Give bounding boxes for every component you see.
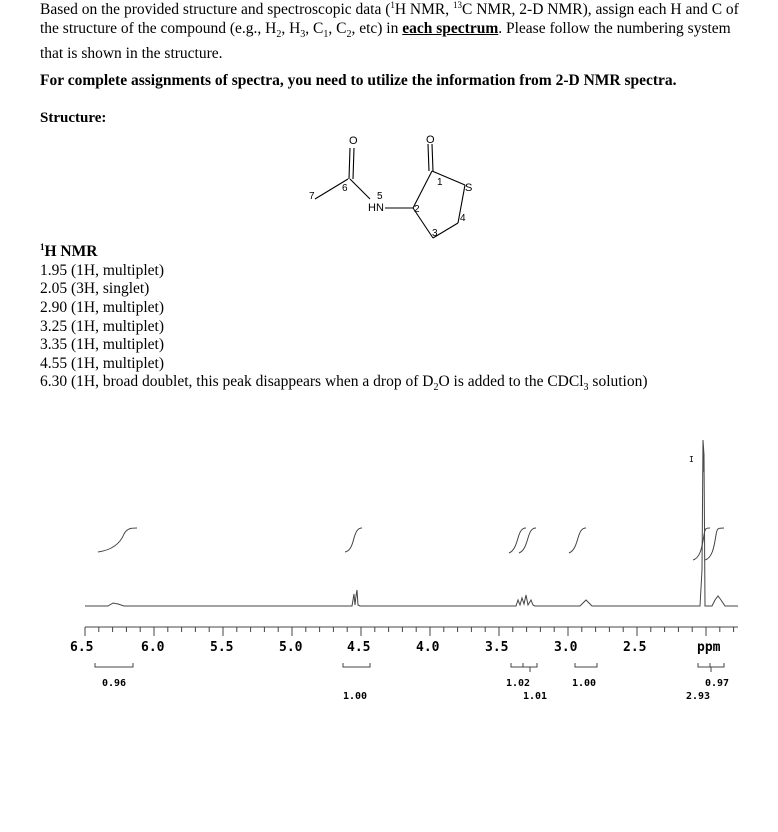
instruction-text: For complete assignments of spectra, you need to utilize the information from 2-D NMR spectra. — [40, 72, 677, 89]
integral-value: 0.96 — [102, 678, 127, 689]
number-5: 5 — [377, 191, 383, 202]
hnmr-peak: 4.55 (1H, multiplet) — [40, 354, 164, 372]
integral-curve — [98, 528, 137, 552]
emphasis-each-spectrum: each spectrum — [402, 20, 499, 38]
integral-value: 1.00 — [343, 691, 368, 702]
atom-s: S — [465, 182, 473, 194]
structure-heading: Structure: — [40, 110, 107, 126]
number-3: 3 — [432, 228, 438, 239]
axis-unit: ppm — [697, 640, 721, 655]
hnmr-peak: 1.95 (1H, multiplet) — [40, 261, 164, 279]
integral-value: 1.00 — [572, 678, 597, 689]
atom-o-left: O — [349, 135, 358, 147]
integral-value: 0.97 — [705, 678, 730, 689]
axis-label: 6.0 — [141, 640, 165, 655]
axis-label: 4.5 — [347, 640, 371, 655]
hnmr-peak: 3.35 (1H, multiplet) — [40, 336, 164, 354]
integral-curve — [519, 528, 536, 553]
integral-curve — [705, 528, 724, 560]
axis-label: 3.5 — [485, 640, 509, 655]
number-7: 7 — [309, 191, 315, 202]
axis-label: 5.0 — [279, 640, 303, 655]
integral-value: 2.93 — [686, 691, 711, 702]
hnmr-title: $^1$H NMR — [40, 242, 98, 261]
number-4: 4 — [460, 213, 466, 224]
hnmr-peak: 3.25 (1H, multiplet) — [40, 317, 164, 335]
axis-label: 3.0 — [554, 640, 578, 655]
number-6: 6 — [342, 183, 348, 194]
integral-value: 1.01 — [523, 691, 548, 702]
integral-curve — [569, 528, 586, 553]
intro-paragraph: Based on the provided structure and spectroscopic data ($^1$H NMR, $^{13}$C NMR, 2-D NMR), assign each H and C of the structure of the compound (e.g., $H_2$, $H_3$, $C_1$, $C_2$, etc) in each spectrum. Please follow the numbering system that is shown in the structure. — [40, 0, 739, 63]
integral-value: 1.02 — [506, 678, 531, 689]
spectrum-trace — [85, 440, 738, 606]
axis-label: 4.0 — [416, 640, 440, 655]
atom-o-right: O — [426, 134, 435, 146]
hnmr-peak-last: 6.30 (1H, broad doublet, this peak disappears when a drop of $D_2O$ is added to the CDCl$_3$ solution) — [40, 373, 648, 394]
number-2: 2 — [414, 204, 420, 215]
number-1: 1 — [437, 177, 443, 188]
axis-label: 6.5 — [70, 640, 94, 655]
integral-curve — [693, 528, 710, 560]
axis-label: 2.5 — [623, 640, 647, 655]
axis-label: 5.5 — [210, 640, 234, 655]
hnmr-peak: 2.90 (1H, multiplet) — [40, 298, 164, 316]
integral-curve — [345, 528, 362, 552]
peak-marker: I — [689, 455, 694, 464]
atom-nh: HN — [368, 202, 384, 214]
hnmr-peak: 2.05 (3H, singlet) — [40, 280, 150, 298]
